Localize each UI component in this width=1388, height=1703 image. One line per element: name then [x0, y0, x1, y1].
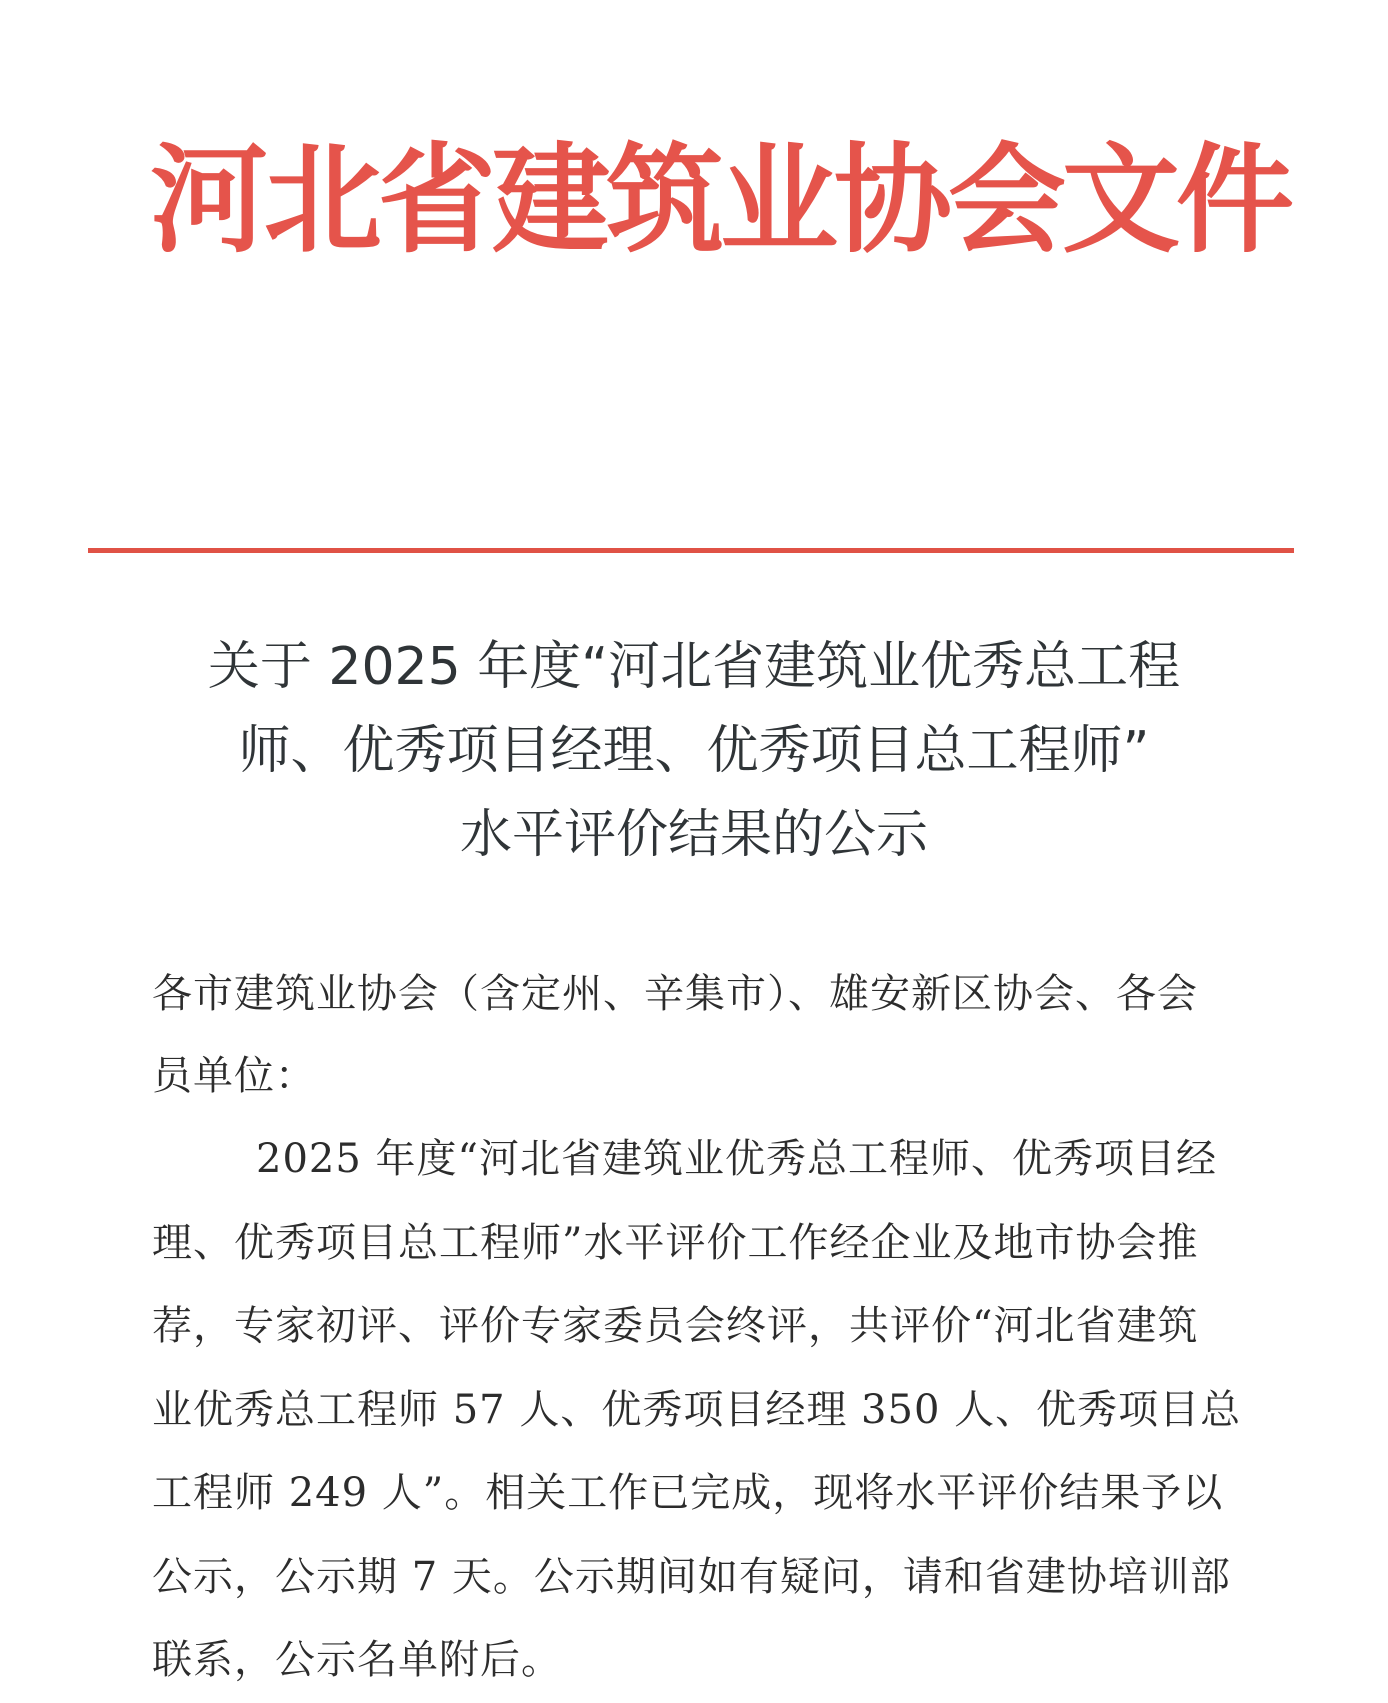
- document-title: [120, 625, 1268, 877]
- title-line: 关于 2025 年度“河北省建筑业优秀总工程: [207, 637, 1181, 697]
- title-line: 水平评价结果的公示: [459, 805, 928, 865]
- salutation-line: 员单位：: [152, 1053, 316, 1099]
- body-line: 业优秀总工程师 57 人、优秀项目经理 350 人、优秀项目总: [152, 1386, 1242, 1433]
- document-masthead: 河北省建筑业协会文件: [150, 130, 1291, 269]
- body-paragraph: [152, 1118, 1260, 1703]
- red-divider-line: [88, 548, 1294, 553]
- salutation: [152, 953, 1260, 1117]
- body-line: 荐，专家初评、评价专家委员会终评，共评价“河北省建筑: [152, 1303, 1199, 1349]
- body-line: 理、优秀项目总工程师”水平评价工作经企业及地市协会推: [152, 1219, 1199, 1266]
- title-line: 师、优秀项目经理、优秀项目总工程师”: [238, 721, 1150, 781]
- body-line: 公示，公示期 7 天。公示期间如有疑问，请和省建协培训部: [152, 1553, 1231, 1600]
- body-line: 联系，公示名单附后。: [152, 1637, 562, 1683]
- salutation-line: 各市建筑业协会（含定州、辛集市）、雄安新区协会、各会: [152, 971, 1198, 1017]
- body-line: 工程师 249 人”。相关工作已完成，现将水平评价结果予以: [152, 1470, 1224, 1516]
- body-line: 2025 年度“河北省建筑业优秀总工程师、优秀项目经: [256, 1136, 1217, 1182]
